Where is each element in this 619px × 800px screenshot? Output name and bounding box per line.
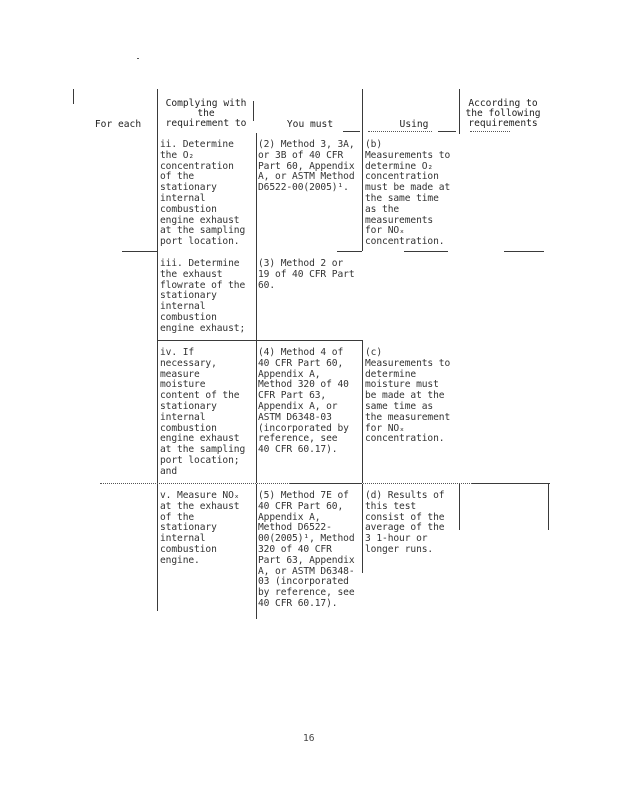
rule-vertical [256,484,257,619]
rule-vertical [459,89,460,134]
row3-method-4: (4) Method 4 of 40 CFR Part 60, Appendix A, Method 320 of 40 CFR Part 63, Appendix A, or ASTM D6348-03 (incorporated by reference, see 40 CFR 60.17). [258,347,349,456]
row-separator [122,251,157,252]
rule-vertical [157,89,158,133]
row-separator [504,251,544,252]
header-underline [438,131,456,132]
row-separator [472,483,550,484]
row-separator [290,483,362,484]
row2-determine-flowrate: iii. Determine the exhaust flowrate of the stationary internal combustion engine exhaust; [160,258,246,334]
row4-method-7e: (5) Method 7E of 40 CFR Part 60, Appendix A, Method D6522- 00(2005)¹, Method 320 of 40 CFR Part 63, Appendix A, or ASTM D6348- 03 (incorporated by reference, see 40 CFR 60.17). [258,490,355,609]
rule-vertical [253,101,254,121]
scan-speck [137,58,139,59]
rule-vertical [73,89,74,104]
rule-vertical [362,133,363,251]
header-using: Using [399,119,429,130]
rule-vertical [548,484,549,530]
header-underline-dotted [368,131,432,133]
row3-measurements-moisture: (c) Measurements to determine moisture must be made at the same time as the measurement for NOₓ concentration. [365,347,451,445]
page-number: 16 [303,733,315,744]
header-complying-with: Complying with the requirement to [165,98,247,129]
header-according-to: According to the following requirements [465,98,541,129]
rule-vertical [362,89,363,134]
row3-measure-moisture: iv. If necessary, measure moisture content of the stationary internal combustion engine exhaust at the sampling port location; and [160,347,246,477]
rule-vertical [157,484,158,611]
rule-vertical [362,340,363,483]
row1-method-3: (2) Method 3, 3A, or 3B of 40 CFR Part 60, Appendix A, or ASTM Method D6522-00(2005)¹. [258,139,355,194]
header-underline [343,131,360,132]
row-separator [337,251,362,252]
row-separator [404,251,448,252]
header-for-each: For each [94,119,142,130]
row2-method-2: (3) Method 2 or 19 of 40 CFR Part 60. [258,258,355,291]
header-you-must: You must [286,119,334,130]
row4-measure-nox: v. Measure NOₓ at the exhaust of the stationary internal combustion engine. [160,490,240,566]
rule-vertical [362,484,363,573]
row1-determine-o2: ii. Determine the O₂ concentration of the stationary internal combustion engine exhaust at the sampling port location. [160,139,246,248]
row1-measurements-o2: (b) Measurements to determine O₂ concentration must be made at the same time as the measurements for NOₓ concentration. [365,139,451,248]
row4-results: (d) Results of this test consist of the average of the 3 1-hour or longer runs. [365,490,445,555]
header-underline-dotted [470,131,510,133]
rule-vertical [459,484,460,530]
row-separator [157,340,362,341]
rule-vertical [157,133,158,483]
rule-vertical [256,133,257,483]
